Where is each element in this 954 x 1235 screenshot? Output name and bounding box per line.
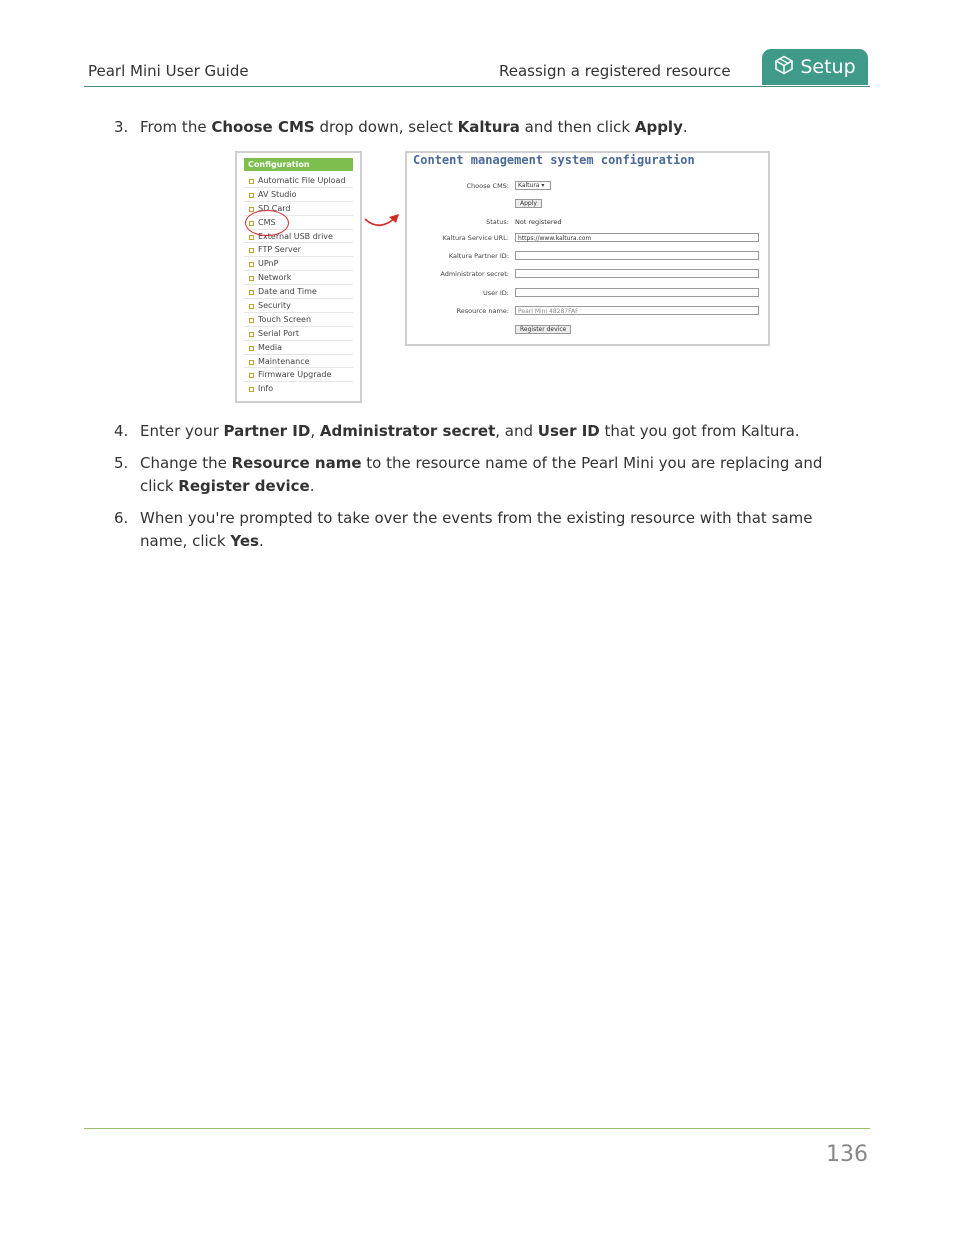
bullet-icon (249, 318, 254, 323)
step-text: Enter your Partner ID, Administrator secret, and User ID that you got from Kaltura. (140, 422, 800, 440)
partner-id-label: Kaltura Partner ID: (448, 252, 509, 260)
menu-header: Configuration (244, 158, 353, 171)
menu-item[interactable]: UPnP (244, 257, 353, 271)
menu-item[interactable]: Info (244, 382, 353, 396)
section-title: Reassign a registered resource (499, 62, 731, 80)
bullet-icon (249, 290, 254, 295)
partner-id-input[interactable] (515, 251, 759, 260)
bullet-icon (249, 276, 254, 281)
guide-title: Pearl Mini User Guide (88, 62, 249, 80)
step-number: 4. (114, 422, 129, 440)
bullet-icon (249, 262, 254, 267)
config-menu-screenshot (235, 151, 362, 403)
dropdown-arrow-icon: ▾ (541, 182, 545, 189)
bullet-icon (249, 207, 254, 212)
cms-config-screenshot (405, 151, 770, 346)
menu-item[interactable]: AV Studio (244, 188, 353, 202)
step-text: Change the Resource name to the resource name of the Pearl Mini you are replacing and click Register device. (140, 454, 823, 495)
menu-item[interactable]: SD Card (244, 202, 353, 216)
bullet-icon (249, 179, 254, 184)
resource-name-label: Resource name: (456, 307, 509, 315)
footer-divider (84, 1128, 870, 1129)
admin-secret-input[interactable] (515, 269, 759, 278)
service-url-input[interactable]: https://www.kaltura.com (515, 233, 759, 242)
setup-tab-label: Setup (800, 56, 856, 78)
bullet-icon (249, 193, 254, 198)
bullet-icon (249, 332, 254, 337)
menu-item[interactable]: External USB drive (244, 230, 353, 244)
box-icon (774, 55, 794, 80)
bullet-icon (249, 248, 254, 253)
menu-item[interactable]: Maintenance (244, 355, 353, 369)
bullet-icon (249, 360, 254, 365)
menu-item[interactable]: Security (244, 299, 353, 313)
menu-item-cms[interactable]: CMS (244, 216, 353, 230)
step-number: 3. (114, 118, 129, 136)
step-number: 6. (114, 509, 129, 527)
bullet-icon (249, 346, 254, 351)
menu-item[interactable]: Firmware Upgrade (244, 368, 353, 382)
menu-item[interactable]: FTP Server (244, 243, 353, 257)
curved-arrow-icon (362, 208, 404, 232)
status-label: Status: (486, 218, 509, 226)
resource-name-input[interactable]: Pearl Mini 48287FAF (515, 306, 759, 315)
menu-item[interactable]: Touch Screen (244, 313, 353, 327)
cms-config-title: Content management system configuration (413, 153, 695, 167)
menu-list (244, 174, 353, 396)
status-value: Not registered (515, 218, 562, 226)
menu-item[interactable]: Serial Port (244, 327, 353, 341)
step-text: When you're prompted to take over the events from the existing resource with that same name, click Yes. (140, 509, 813, 550)
apply-button[interactable]: Apply (515, 199, 542, 208)
highlight-circle (245, 210, 289, 236)
menu-item[interactable]: Automatic File Upload (244, 174, 353, 188)
page-number: 136 (826, 1142, 868, 1167)
bullet-icon (249, 373, 254, 378)
register-device-button[interactable]: Register device (515, 325, 571, 334)
step-text: From the Choose CMS drop down, select Kaltura and then click Apply. (140, 118, 688, 136)
bullet-icon (249, 235, 254, 240)
bullet-icon (249, 387, 254, 392)
step-number: 5. (114, 454, 129, 472)
choose-cms-select[interactable]: Kaltura ▾ (515, 181, 551, 190)
user-id-label: User ID: (483, 289, 509, 297)
setup-tab[interactable] (762, 49, 868, 85)
user-id-input[interactable] (515, 288, 759, 297)
header-divider (84, 86, 870, 87)
menu-item[interactable]: Network (244, 271, 353, 285)
service-url-label: Kaltura Service URL: (442, 234, 509, 242)
bullet-icon (249, 304, 254, 309)
menu-item[interactable]: Date and Time (244, 285, 353, 299)
menu-item[interactable]: Media (244, 341, 353, 355)
choose-cms-label: Choose CMS: (466, 182, 509, 190)
admin-secret-label: Administrator secret: (440, 270, 509, 278)
